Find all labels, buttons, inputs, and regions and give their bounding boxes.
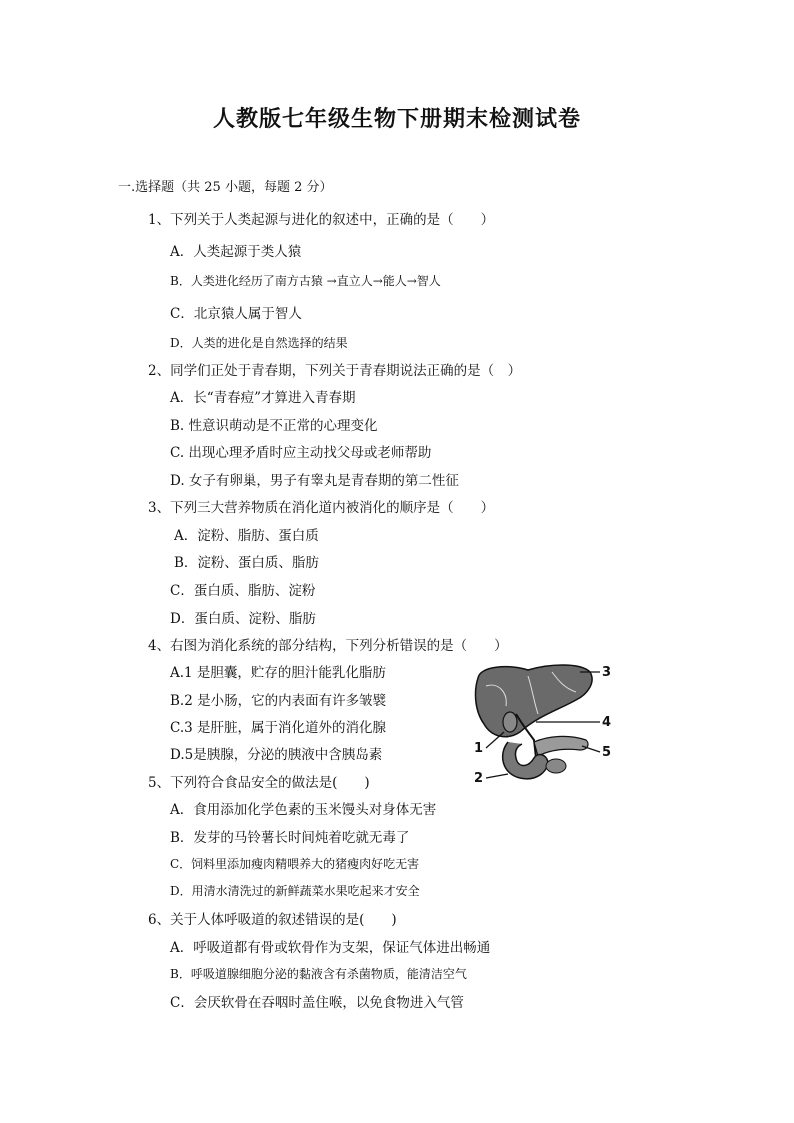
question-5-stem: 5、下列符合食品安全的做法是( )	[148, 775, 370, 791]
question-4-option-b: B.2 是小肠，它的内表面有许多皱襞	[170, 693, 387, 709]
question-4-option-a: A.1 是胆囊，贮存的胆汁能乳化脂肪	[170, 665, 386, 681]
page-title: 人教版七年级生物下册期末检测试卷	[212, 106, 581, 132]
pancreas-shape	[534, 736, 588, 756]
question-1-option-c: C．北京猿人属于智人	[170, 306, 302, 322]
question-3-option-d: D．蛋白质、淀粉、脂肪	[170, 611, 316, 627]
question-2-stem: 2、同学们正处于青春期，下列关于青春期说法正确的是（ ）	[148, 363, 522, 379]
question-1-option-a: A．人类起源于类人猿	[170, 244, 302, 260]
liver-shape	[476, 665, 593, 737]
question-5-option-c: C．饲料里添加瘦肉精喂养大的猪瘦肉好吃无害	[170, 857, 420, 871]
question-1-stem: 1、下列关于人类起源与进化的叙述中，正确的是（ ）	[148, 212, 495, 228]
question-3-option-b: B．淀粉、蛋白质、脂肪	[174, 555, 319, 571]
digestive-system-diagram	[468, 658, 616, 790]
figure-label-1: 1	[474, 741, 484, 756]
question-6-option-b: B．呼吸道腺细胞分泌的黏液含有杀菌物质，能清洁空气	[170, 967, 467, 981]
question-2-option-d: D. 女子有卵巢，男子有睾丸是青春期的第二性征	[170, 473, 459, 489]
figure-label-3: 3	[602, 665, 612, 680]
question-1-option-b: B．人类进化经历了南方古猿 →直立人→能人→智人	[170, 274, 441, 288]
gallbladder-shape	[503, 712, 517, 732]
question-4-option-d: D.5是胰腺，分泌的胰液中含胰岛素	[170, 747, 383, 763]
question-3-option-c: C．蛋白质、脂肪、淀粉	[170, 583, 316, 599]
question-6-option-c: C．会厌软骨在吞咽时盖住喉，以免食物进入气管	[170, 995, 464, 1011]
question-2-option-b: B. 性意识萌动是不正常的心理变化	[170, 418, 378, 434]
digestive-system-figure	[468, 658, 616, 790]
question-5-option-a: A．食用添加化学色素的玉米馒头对身体无害	[170, 802, 437, 818]
question-3-option-a: A．淀粉、脂肪、蛋白质	[174, 528, 319, 544]
section-heading: 一.选择题（共 25 小题，每题 2 分）	[118, 180, 333, 195]
question-6-option-a: A．呼吸道都有骨或软骨作为支架，保证气体进出畅通	[170, 940, 491, 956]
question-5-option-d: D．用清水清洗过的新鲜蔬菜水果吃起来才安全	[170, 884, 420, 898]
question-5-option-b: B．发芽的马铃薯长时间炖着吃就无毒了	[170, 830, 410, 846]
question-3-stem: 3、下列三大营养物质在消化道内被消化的顺序是（ ）	[148, 500, 495, 516]
question-2-option-a: A．长“青春痘”才算进入青春期	[170, 390, 356, 406]
figure-label-2: 2	[474, 771, 484, 786]
question-1-option-d: D．人类的进化是自然选择的结果	[170, 336, 348, 350]
figure-label-5: 5	[602, 745, 612, 760]
question-4-stem: 4、右图为消化系统的部分结构，下列分析错误的是（ ）	[148, 638, 508, 654]
question-4-option-c: C.3 是肝脏，属于消化道外的消化腺	[170, 720, 387, 736]
figure-label-4: 4	[602, 715, 612, 730]
question-6-stem: 6、关于人体呼吸道的叙述错误的是( )	[148, 912, 397, 928]
question-2-option-c: C. 出现心理矛盾时应主动找父母或老师帮助	[170, 445, 432, 461]
